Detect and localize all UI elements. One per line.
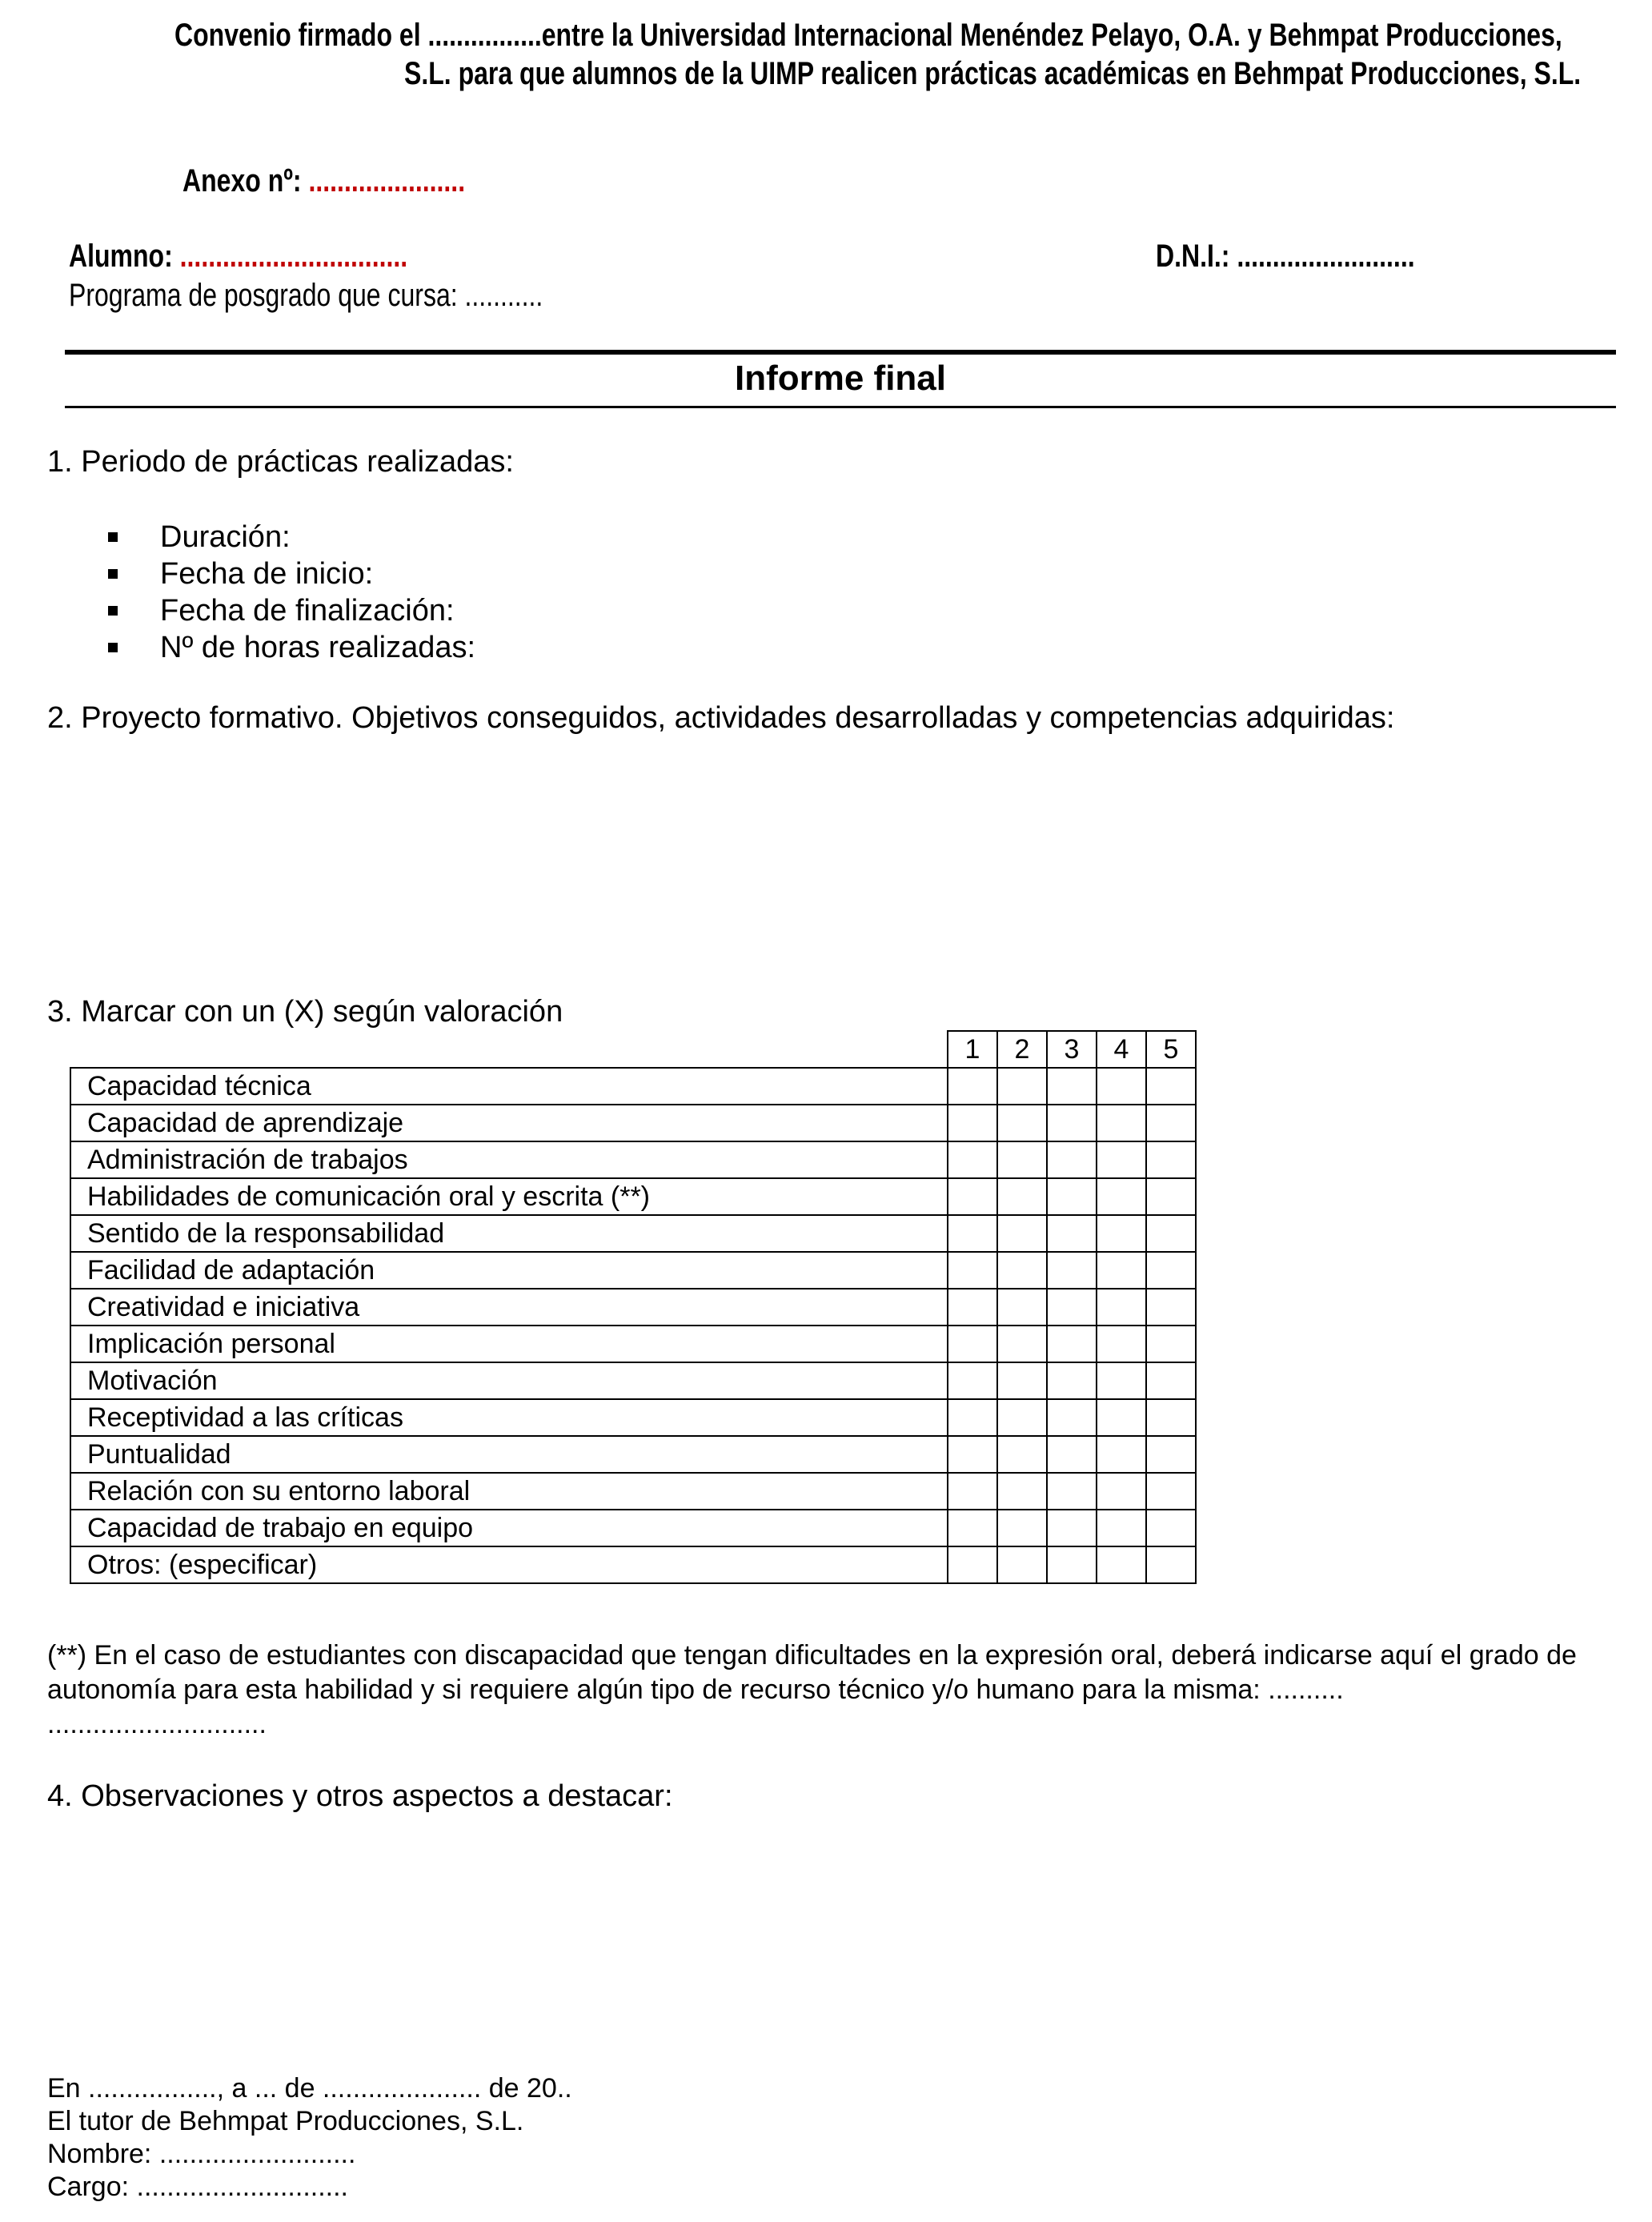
rating-checkbox-1[interactable] — [948, 1068, 997, 1105]
rating-checkbox-1[interactable] — [948, 1399, 997, 1436]
table-row — [70, 1546, 1196, 1583]
table-row — [70, 1510, 1196, 1546]
scale-1: 1 — [948, 1031, 997, 1068]
rating-checkbox-4[interactable] — [1097, 1362, 1146, 1399]
rating-checkbox-1[interactable] — [948, 1326, 997, 1362]
table-row — [70, 1362, 1196, 1399]
annex-value[interactable]: ...................... — [308, 163, 466, 199]
criterion-label: Otros: (especificar) — [70, 1546, 948, 1583]
rating-checkbox-1[interactable] — [948, 1178, 997, 1215]
rating-checkbox-4[interactable] — [1097, 1105, 1146, 1141]
criterion-label: Habilidades de comunicación oral y escrita (**) — [70, 1178, 948, 1215]
rating-checkbox-2[interactable] — [997, 1326, 1047, 1362]
rating-scale-row — [70, 1031, 1196, 1068]
disability-note: (**) En el caso de estudiantes con discapacidad que tengan dificultades en la expresión oral, deberá indicarse aquí el grado de autonomía para esta habilidad y si requiere algún tipo de recurso técnico y/o humano para la misma: .......... ............................. — [47, 1640, 1577, 1739]
rating-checkbox-2[interactable] — [997, 1178, 1047, 1215]
list-item[interactable]: Nº de horas realizadas: — [104, 629, 475, 666]
rating-checkbox-4[interactable] — [1097, 1289, 1146, 1326]
rating-checkbox-4[interactable] — [1097, 1510, 1146, 1546]
rating-checkbox-1[interactable] — [948, 1141, 997, 1178]
dni-label: D.N.I.: — [1156, 239, 1230, 274]
rating-checkbox-5[interactable] — [1146, 1105, 1196, 1141]
section-1-heading: 1. Periodo de prácticas realizadas: — [47, 445, 514, 479]
rating-table — [70, 1030, 1197, 1584]
rating-checkbox-5[interactable] — [1146, 1289, 1196, 1326]
bullet-square-icon — [108, 643, 118, 652]
scale-3: 3 — [1047, 1031, 1097, 1068]
table-row — [70, 1473, 1196, 1510]
rating-checkbox-3[interactable] — [1047, 1178, 1097, 1215]
dni-value[interactable]: ......................... — [1237, 239, 1415, 274]
list-item[interactable]: Fecha de inicio: — [104, 556, 475, 592]
table-row — [70, 1105, 1196, 1141]
rating-checkbox-4[interactable] — [1097, 1141, 1146, 1178]
rating-checkbox-3[interactable] — [1047, 1362, 1097, 1399]
annex-label: Anexo nº: — [182, 163, 302, 199]
agreement-header-line-1: Convenio firmado el ................entre la Universidad Internacional Menéndez Pelayo, O.A. y Behmpat Producciones, — [174, 18, 1562, 53]
table-row — [70, 1068, 1196, 1105]
place-date-line[interactable]: En ................., a ... de ..................... de 20.. — [47, 2073, 572, 2104]
rating-checkbox-3[interactable] — [1047, 1068, 1097, 1105]
scale-2: 2 — [997, 1031, 1047, 1068]
rating-checkbox-5[interactable] — [1146, 1473, 1196, 1510]
rating-checkbox-4[interactable] — [1097, 1252, 1146, 1289]
rating-checkbox-3[interactable] — [1047, 1215, 1097, 1252]
criterion-label: Puntualidad — [70, 1436, 948, 1473]
scale-4: 4 — [1097, 1031, 1146, 1068]
rating-checkbox-3[interactable] — [1047, 1546, 1097, 1583]
agreement-header-line-2: S.L. para que alumnos de la UIMP realicen prácticas académicas en Behmpat Producciones, S.L. — [404, 56, 1582, 91]
rating-checkbox-1[interactable] — [948, 1289, 997, 1326]
section-4-heading: 4. Observaciones y otros aspectos a destacar: — [47, 1779, 673, 1813]
section-3-heading: 3. Marcar con un (X) según valoración — [47, 995, 563, 1029]
rating-checkbox-3[interactable] — [1047, 1436, 1097, 1473]
list-item[interactable]: Fecha de finalización: — [104, 592, 475, 629]
scale-5: 5 — [1146, 1031, 1196, 1068]
rating-checkbox-1[interactable] — [948, 1105, 997, 1141]
rating-checkbox-3[interactable] — [1047, 1105, 1097, 1141]
table-row — [70, 1215, 1196, 1252]
list-item[interactable]: Duración: — [104, 519, 475, 556]
rating-checkbox-3[interactable] — [1047, 1510, 1097, 1546]
program-line[interactable]: Programa de posgrado que cursa: ........... — [69, 278, 543, 313]
student-name — [69, 239, 407, 275]
title-top-rule — [65, 350, 1616, 355]
rating-checkbox-5[interactable] — [1146, 1362, 1196, 1399]
section-2-heading: 2. Proyecto formativo. Objetivos conseguidos, actividades desarrolladas y competencias adquiridas: — [47, 701, 1395, 735]
table-row — [70, 1252, 1196, 1289]
rating-checkbox-5[interactable] — [1146, 1068, 1196, 1105]
rating-checkbox-1[interactable] — [948, 1546, 997, 1583]
tutor-line: El tutor de Behmpat Producciones, S.L. — [47, 2106, 524, 2136]
rating-checkbox-5[interactable] — [1146, 1436, 1196, 1473]
rating-checkbox-5[interactable] — [1146, 1326, 1196, 1362]
rating-checkbox-3[interactable] — [1047, 1252, 1097, 1289]
rating-checkbox-4[interactable] — [1097, 1178, 1146, 1215]
tutor-name-line[interactable]: Nombre: .......................... — [47, 2139, 356, 2169]
rating-checkbox-3[interactable] — [1047, 1326, 1097, 1362]
table-row — [70, 1436, 1196, 1473]
criterion-label: Creatividad e iniciativa — [70, 1289, 948, 1326]
rating-checkbox-2[interactable] — [997, 1362, 1047, 1399]
table-row — [70, 1141, 1196, 1178]
rating-checkbox-2[interactable] — [997, 1252, 1047, 1289]
tutor-position-line[interactable]: Cargo: ............................ — [47, 2172, 348, 2202]
rating-checkbox-2[interactable] — [997, 1141, 1047, 1178]
rating-checkbox-2[interactable] — [997, 1510, 1047, 1546]
note-fill-dots[interactable]: ............................. — [47, 1709, 267, 1739]
rating-checkbox-1[interactable] — [948, 1510, 997, 1546]
student-value[interactable]: ................................ — [179, 239, 408, 274]
criterion-label: Receptividad a las críticas — [70, 1399, 948, 1436]
signature-block — [47, 2072, 572, 2204]
criterion-label: Capacidad técnica — [70, 1068, 948, 1105]
rating-checkbox-2[interactable] — [997, 1473, 1047, 1510]
rating-checkbox-5[interactable] — [1146, 1252, 1196, 1289]
rating-checkbox-5[interactable] — [1146, 1399, 1196, 1436]
rating-checkbox-4[interactable] — [1097, 1546, 1146, 1583]
rating-checkbox-3[interactable] — [1047, 1473, 1097, 1510]
rating-checkbox-2[interactable] — [997, 1068, 1047, 1105]
table-row — [70, 1326, 1196, 1362]
criterion-label: Sentido de la responsabilidad — [70, 1215, 948, 1252]
table-row — [70, 1178, 1196, 1215]
student-dni — [1156, 239, 1415, 275]
rating-checkbox-1[interactable] — [948, 1436, 997, 1473]
rating-checkbox-2[interactable] — [997, 1436, 1047, 1473]
rating-checkbox-3[interactable] — [1047, 1289, 1097, 1326]
rating-checkbox-1[interactable] — [948, 1473, 997, 1510]
criterion-label: Implicación personal — [70, 1326, 948, 1362]
rating-checkbox-4[interactable] — [1097, 1436, 1146, 1473]
criterion-label: Administración de trabajos — [70, 1141, 948, 1178]
bullet-square-icon — [108, 532, 118, 542]
rating-checkbox-4[interactable] — [1097, 1326, 1146, 1362]
rating-checkbox-4[interactable] — [1097, 1068, 1146, 1105]
rating-checkbox-2[interactable] — [997, 1546, 1047, 1583]
criterion-label: Relación con su entorno laboral — [70, 1473, 948, 1510]
rating-checkbox-2[interactable] — [997, 1399, 1047, 1436]
criteria-rows — [70, 1068, 1196, 1583]
rating-checkbox-5[interactable] — [1146, 1510, 1196, 1546]
rating-checkbox-2[interactable] — [997, 1105, 1047, 1141]
criterion-label: Capacidad de aprendizaje — [70, 1105, 948, 1141]
rating-checkbox-2[interactable] — [997, 1289, 1047, 1326]
period-list — [104, 519, 475, 666]
rating-checkbox-5[interactable] — [1146, 1215, 1196, 1252]
table-row — [70, 1289, 1196, 1326]
page-title: Informe final — [734, 359, 947, 398]
rating-checkbox-4[interactable] — [1097, 1473, 1146, 1510]
annex-number — [182, 163, 465, 199]
rating-checkbox-3[interactable] — [1047, 1141, 1097, 1178]
rating-checkbox-3[interactable] — [1047, 1399, 1097, 1436]
rating-checkbox-1[interactable] — [948, 1215, 997, 1252]
criterion-label: Facilidad de adaptación — [70, 1252, 948, 1289]
rating-checkbox-2[interactable] — [997, 1215, 1047, 1252]
bullet-square-icon — [108, 606, 118, 616]
title-bottom-rule — [65, 406, 1616, 408]
rating-checkbox-4[interactable] — [1097, 1399, 1146, 1436]
rating-checkbox-5[interactable] — [1146, 1141, 1196, 1178]
rating-checkbox-1[interactable] — [948, 1362, 997, 1399]
rating-checkbox-1[interactable] — [948, 1252, 997, 1289]
table-row — [70, 1399, 1196, 1436]
rating-checkbox-4[interactable] — [1097, 1215, 1146, 1252]
rating-checkbox-5[interactable] — [1146, 1546, 1196, 1583]
bullet-square-icon — [108, 569, 118, 579]
student-label: Alumno: — [69, 239, 173, 274]
rating-checkbox-5[interactable] — [1146, 1178, 1196, 1215]
criterion-label: Capacidad de trabajo en equipo — [70, 1510, 948, 1546]
criterion-label: Motivación — [70, 1362, 948, 1399]
